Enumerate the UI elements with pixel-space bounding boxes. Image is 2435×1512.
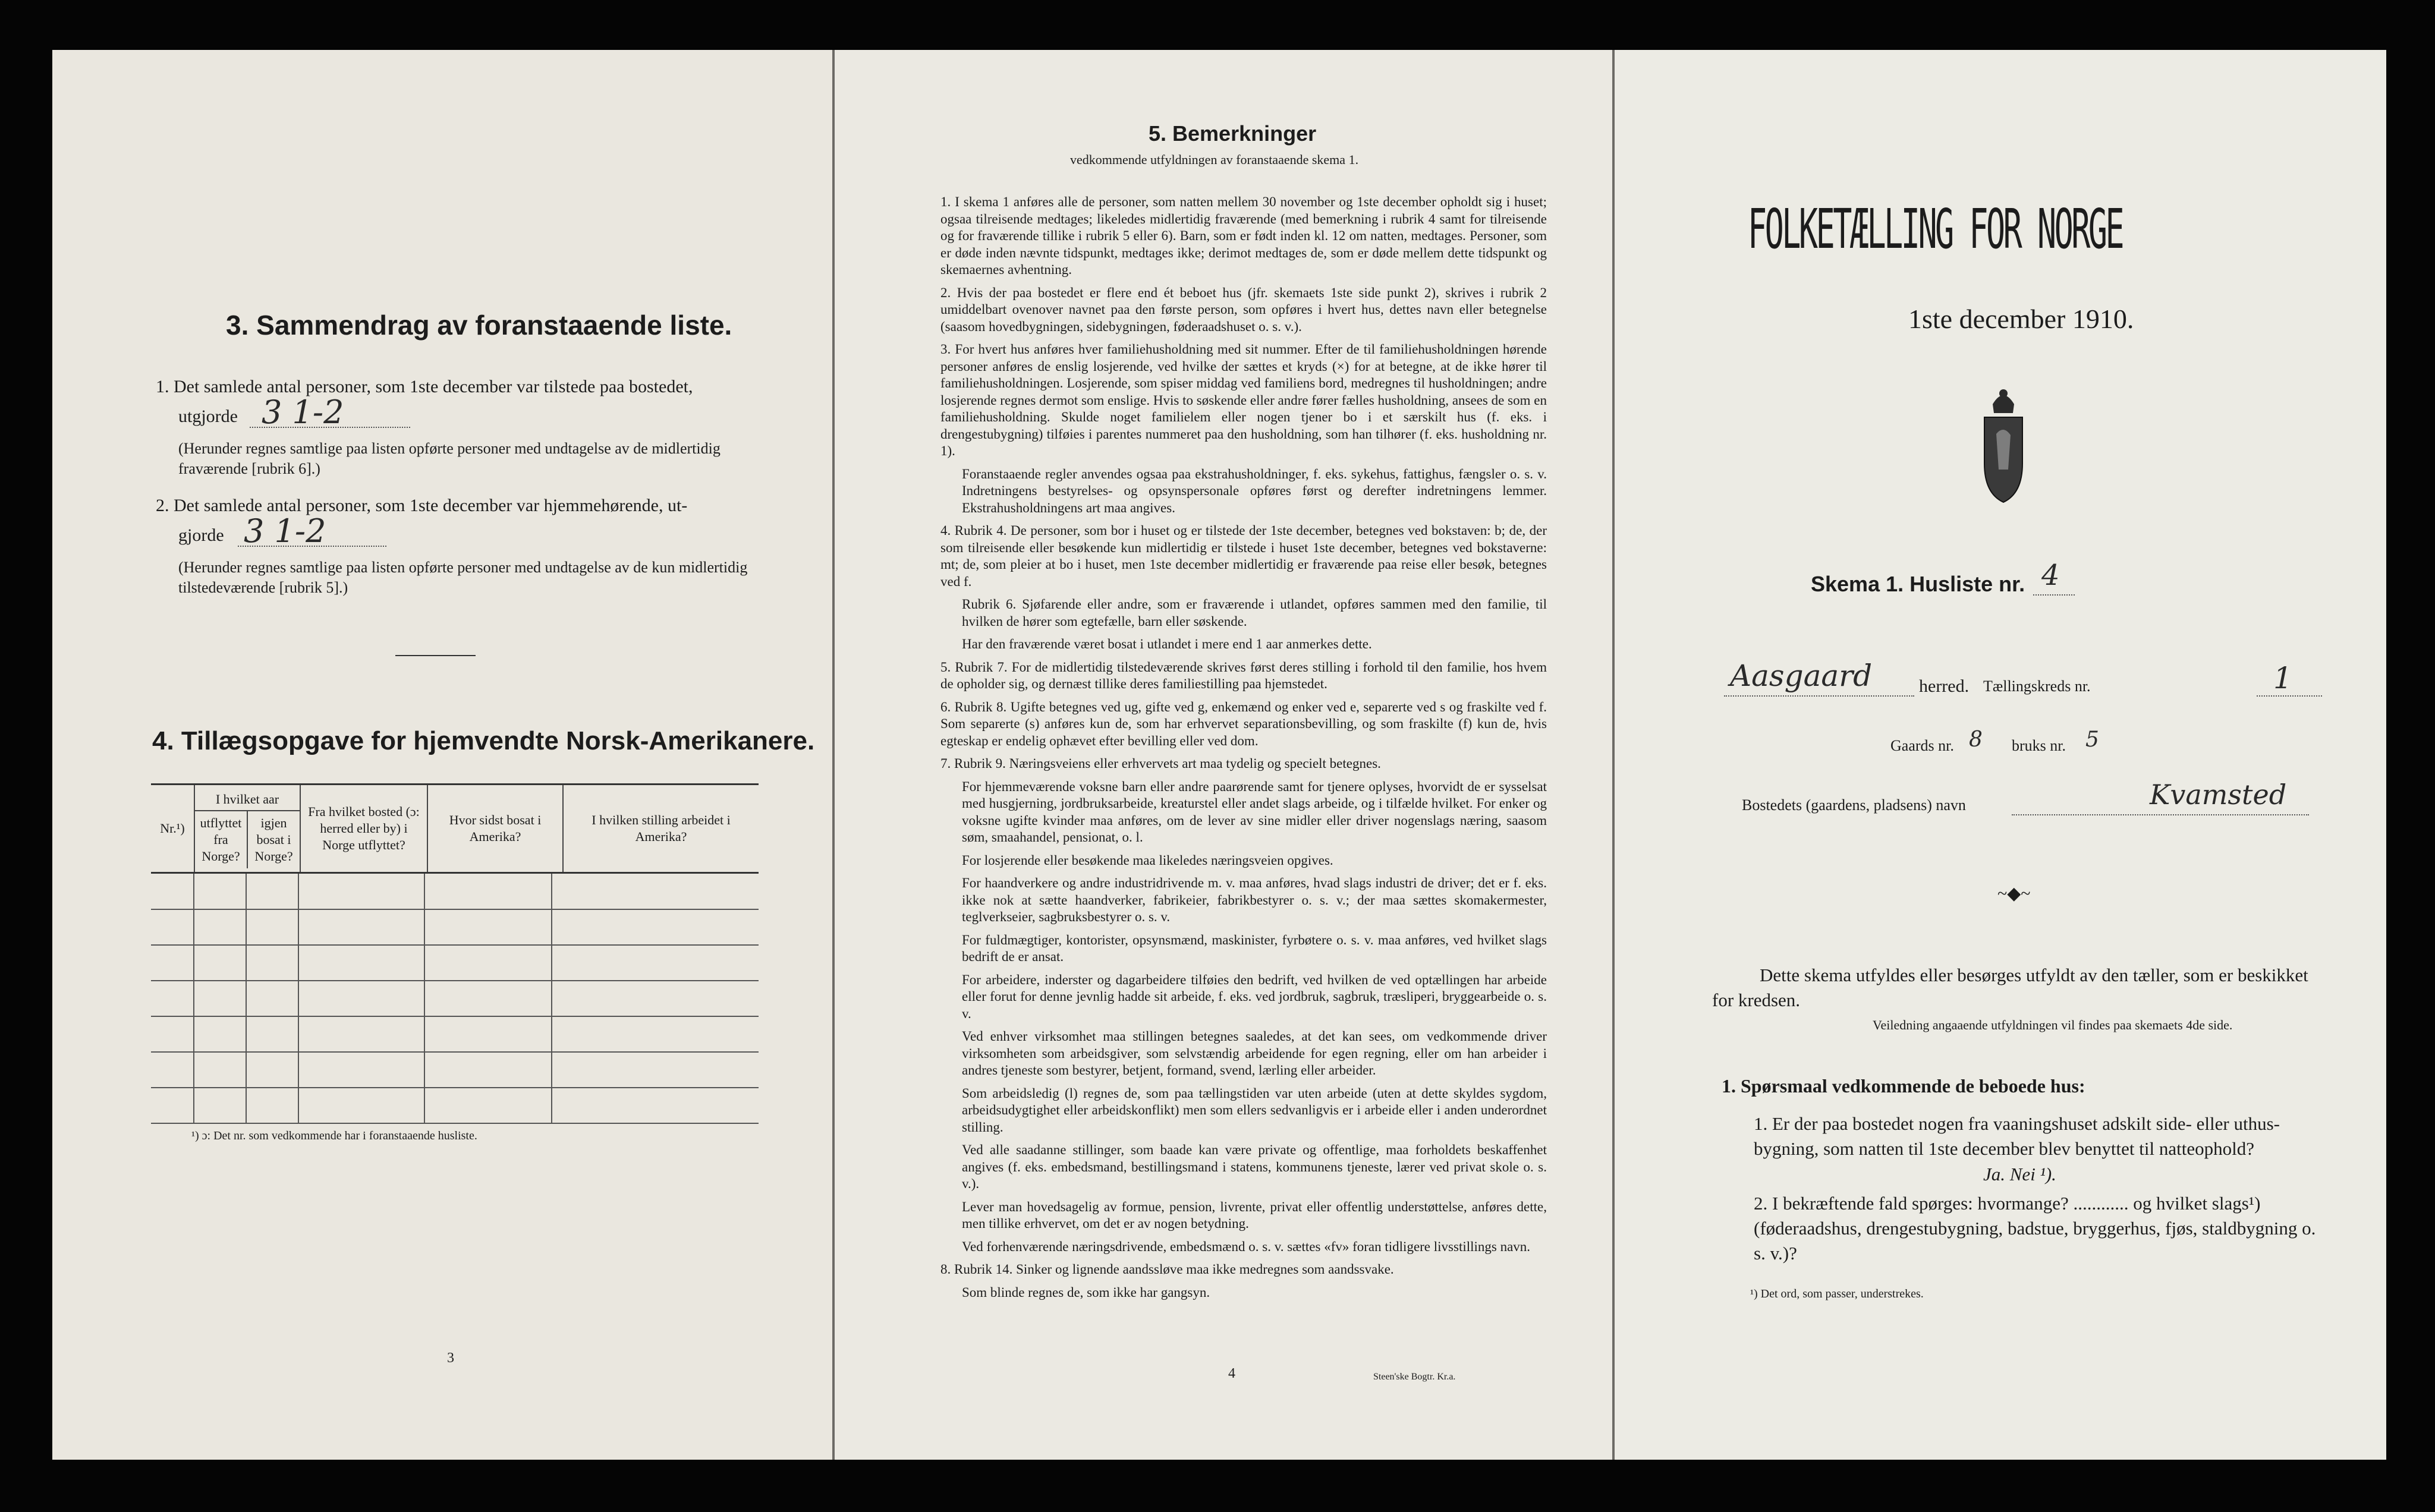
herred-label: herred.: [1919, 676, 1970, 696]
remark-8: 8. Rubrik 14. Sinker og lignende aandssløve maa ikke medregnes som aandssvake.: [940, 1262, 1394, 1277]
footnote: ¹) ɔ: Det nr. som vedkommende har i foranstaaende husliste.: [191, 1129, 477, 1142]
ornament-icon: ~◆~: [1997, 884, 2031, 903]
bruks-label: bruks nr.: [2012, 737, 2066, 754]
dotted-line: [250, 427, 410, 428]
remarks-subtitle: vedkommende utfyldningen av foranstaaende skema 1.: [1070, 152, 1359, 167]
dotted-line: [2257, 695, 2322, 697]
bosted-value: Kvamsted: [2150, 779, 2287, 811]
instruction-note: Veiledning angaaende utfyldningen vil findes paa skemaets 4de side.: [1873, 1018, 2233, 1032]
remark-4: 4. Rubrik 4. De personer, som bor i huset og er tilstede der 1ste december, betegnes ved bokstaven: b; de, der som tilreisende eller besøkende kun midlertidig er tilstede i huset 1ste december, betegnes ved bokstaverne: mt; de, som pleier at bo i huset, men 1ste december midlertidig er fraværende paa reise eller besøk, betegnes ved f.: [940, 523, 1547, 589]
summary-item-2-value: 3 1-2: [244, 512, 326, 550]
remarks-body: [940, 194, 1547, 1307]
remark-8-note: Som blinde regnes de, som ikke har gangsyn.: [962, 1284, 1210, 1300]
footnote: ¹) Det ord, som passer, understrekes.: [1750, 1287, 1924, 1300]
dotted-line: [1724, 695, 1914, 697]
remark-3: 3. For hvert hus anføres hver familiehusholdning med sit nummer. Efter de til familiehusholdningen hørende personer anføres de enslig losjerende, ved hvilke der sættes et kryds (×) for at betegne, at de ikke hører til familiehusholdningen. Losjerende, som spiser middag ved familiens bord, medregnes til husholdningen; andre losjerende regnes dermot som enslige. Hvis to søskende eller andre fører fælles husholdning, ansees de som en familiehusholdning. Skulde noget familielem eller nogen tjener bo i et særskilt hus (f. eks. i drengestubygning) tilføies i parentes nummeret paa den husholdning, som han tilhører (f. eks. husholdning nr. 1).: [940, 342, 1547, 458]
schema-label: Skema 1. Husliste nr.: [1811, 572, 2025, 596]
census-date: 1ste december 1910.: [1908, 304, 2134, 334]
summary-item-2: 2. Det samlede antal personer, som 1ste december var hjemmehørende, ut-: [156, 496, 688, 515]
section-4-title: 4. Tillægsopgave for hjemvendte Norsk-Amerikanere.: [152, 726, 815, 755]
col-fra-bosted: Fra hvilket bosted (ɔ: herred eller by) i Norge utflyttet?: [300, 785, 427, 872]
summary-item-1: 1. Det samlede antal personer, som 1ste december var tilstede paa bostedet,: [156, 377, 693, 396]
remark-7-i: Lever man hovedsagelig av formue, pension, livrente, privat eller offentlig understøttelse, anføres dette, men tillike erhvervet, om det er av nogen betydning.: [962, 1199, 1547, 1231]
remark-7-c: For haandverkere og andre industridrivende m. v. maa anføres, hvad slags industri de driver; det er f. eks. ikke nok at sætte haandverker, fabrikeier, fabrikbestyrer o. s. v.; der maa sættes skomakermester, teglverkseier, sagbruksbestyrer o. s. v.: [962, 875, 1547, 924]
question-1-answer: Ja. Nei ¹).: [1983, 1164, 2056, 1185]
col-nr: Nr.¹): [160, 821, 185, 836]
coat-of-arms-icon: [1980, 380, 2027, 508]
norsk-amerikanere-table: [151, 783, 759, 1127]
divider: [395, 655, 476, 656]
remark-7: 7. Rubrik 9. Næringsveiens eller erhvervets art maa tydelig og specielt betegnes.: [940, 756, 1381, 771]
summary-item-2-label: gjorde: [178, 525, 224, 545]
col-group: [194, 785, 300, 872]
col-group-label: I hvilket aar: [195, 789, 300, 811]
husliste-nr-value: 4: [2041, 559, 2060, 592]
kreds-value: 1: [2273, 661, 2292, 695]
page-number: 3: [447, 1350, 454, 1366]
col-stilling: I hvilken stilling arbeidet i Amerika?: [563, 785, 759, 872]
summary-item-1-value: 3 1-2: [262, 393, 344, 431]
summary-item-1-label: utgjorde: [178, 407, 238, 426]
gaards-value: 8: [1969, 727, 1983, 752]
remark-7-a: For hjemmeværende voksne barn eller andre paarørende samt for tjenere oplyses, hvorvidt de er sysselsat med husgjerning, jordbruksarbeide, kreaturstel eller andet slags arbeide, og i tilfælde hvilket. For enker og voksne ugifte kvinder maa anføres, om de lever av sine midler eller driver nogenslags næring, saasom søm, smaahandel, pensionat, o. l.: [962, 779, 1547, 845]
remark-7-f: Ved enhver virksomhet maa stillingen betegnes saaledes, at det kan sees, om vedkommende driver virksomheten som arbeidsgiver, som selvstændig arbeidende for egen regning, eller om han arbeider i andres tjeneste som bestyrer, betjent, formand, svend, lærling eller arbeider.: [962, 1029, 1547, 1078]
printer-imprint: Steen'ske Bogtr. Kr.a.: [1373, 1372, 1456, 1382]
col-igjen: igjen bosat i Norge?: [247, 811, 300, 868]
dotted-line: [2033, 594, 2075, 596]
summary-item-2-note: (Herunder regnes samtlige paa listen opførte personer med undtagelse av de kun midlertidig tilstedeværende [rubrik 5].): [178, 559, 748, 596]
instruction-text: Dette skema utfyldes eller besørges utfyldt av den tæller, som er beskikket for kredsen.: [1712, 965, 2308, 1010]
remark-6: 6. Rubrik 8. Ugifte betegnes ved ug, gifte ved g, enkemænd og enker ved e, separerte ved s og fraskilte ved f. Som separerte (s) anføres kun de, som har erhvervet separationsbevilling, og som fraskilte (f) kun de, hvis egteskap er endelig ophævet efter bevilling eller ved dom.: [940, 699, 1547, 748]
col-sidst-bosat: Hvor sidst bosat i Amerika?: [427, 785, 563, 872]
remark-7-g: Som arbeidsledig (l) regnes de, som paa tællingstiden var uten arbeide (uten at dette skyldes sygdom, arbeidsudygtighet eller arbeidskonflikt) men som ellers sedvanligvis er i arbeide eller i anden underordnet stilling.: [962, 1085, 1547, 1135]
remark-5: 5. Rubrik 7. For de midlertidig tilstedeværende skrives først deres stilling i forhold til den familie, hos hvem de opholder sig, og dernæst tillike deres familiestilling paa hjemstedet.: [940, 659, 1547, 691]
remarks-title: 5. Bemerkninger: [1149, 121, 1317, 146]
question-2: 2. I bekræftende fald spørges: hvormange? ............ og hvilket slags¹) (føderaadshus, drengestubygning, badstue, bryggerhus, fjøs, staldbygning o. s. v.)?: [1754, 1193, 2316, 1264]
question-1: 1. Er der paa bostedet nogen fra vaaningshuset adskilt side- eller uthus-bygning, som natten til 1ste december blev benyttet til natteophold?: [1754, 1113, 2280, 1159]
remark-3-extra: Foranstaaende regler anvendes ogsaa paa ekstrahusholdninger, f. eks. sykehus, fattighus, fængsler o. s. v. Indretningens bestyrelses- og opsynspersonale opføres først og derefter indretningens lemmer. Ekstrahusholdningens art maa angives.: [962, 466, 1547, 515]
remark-7-e: For arbeidere, inderster og dagarbeidere tilføies den bedrift, ved hvilken de ved optællingen har arbeide eller forut for denne jevnlig hadde sit arbeide, f. eks. ved jordbruk, sagbruk, træsliperi, bryggearbeide o. s. v.: [962, 972, 1547, 1021]
herred-value: Aasgaard: [1730, 659, 1873, 693]
remark-7-b: For losjerende eller besøkende maa likeledes næringsveien opgives.: [962, 852, 1333, 868]
census-title: FOLKETÆLLING FOR NORGE: [1748, 197, 2123, 261]
gaards-label: Gaards nr.: [1890, 737, 1954, 754]
questions-heading: 1. Spørsmaal vedkommende de beboede hus:: [1722, 1075, 2085, 1097]
section-3-title: 3. Sammendrag av foranstaaende liste.: [226, 310, 732, 341]
bruks-value: 5: [2085, 727, 2099, 752]
bosted-label: Bostedets (gaardens, pladsens) navn: [1742, 796, 1966, 814]
table-body-lines: [151, 874, 759, 1127]
page-number: 4: [1228, 1366, 1235, 1381]
remark-7-j: Ved forhenværende næringsdrivende, embedsmænd o. s. v. sættes «fv» foran tidligere livsstillings navn.: [962, 1239, 1531, 1254]
remark-7-d: For fuldmægtiger, kontorister, opsynsmænd, maskinister, fyrbøtere o. s. v. maa anføres, ved hvilket slags bedrift de er ansat.: [962, 932, 1547, 964]
kreds-label: Tællingskreds nr.: [1983, 678, 2091, 695]
remark-4-note: Har den fraværende været bosat i utlandet i mere end 1 aar anmerkes dette.: [962, 637, 1372, 651]
summary-item-1-note: (Herunder regnes samtlige paa listen opførte personer med undtagelse av de midlertidig fraværende [rubrik 6].): [178, 440, 721, 477]
remark-4-rubrik-6: Rubrik 6. Sjøfarende eller andre, som er fraværende i utlandet, opføres sammen med den familie, til hvilken de hører som egtefælle, barn eller søskende.: [962, 597, 1547, 629]
remark-7-h: Ved alle saadanne stillinger, som baade kan være private og offentlige, maa forholdets beskaffenhet angives (f. eks. embedsmand, bestillingsmand i statens, kommunens tjeneste, lærer ved privat skole o. s. v.).: [962, 1142, 1547, 1191]
col-utflyttet: utflyttet fra Norge?: [200, 815, 242, 864]
dotted-line: [238, 546, 386, 547]
remark-2: 2. Hvis der paa bostedet er flere end ét beboet hus (jfr. skemaets 1ste side punkt 2), skrives i rubrik 2 umiddelbart ovenover navnet paa den første person, som opføres i hvert hus, dettes navn eller betegnelse (saasom hovedbygningen, sidebygningen, føderaadshuset o. s. v.).: [940, 285, 1547, 334]
dotted-line: [2012, 814, 2309, 815]
remark-1: 1. I skema 1 anføres alle de personer, som natten mellem 30 november og 1ste december opholdt sig i huset; ogsaa tilreisende medtages; likeledes midlertidig fraværende (med bemerkning i rubrik 4 samt for tilreisende og for fraværende tillike i rubrik 5 eller 6). Barn, som er født inden kl. 12 om natten, medtages. Personer, som er døde inden nævnte tidspunkt, medtages ikke; derimot medtages de, som er døde mellem dette tidspunkt og skemaernes avhentning.: [940, 194, 1547, 277]
